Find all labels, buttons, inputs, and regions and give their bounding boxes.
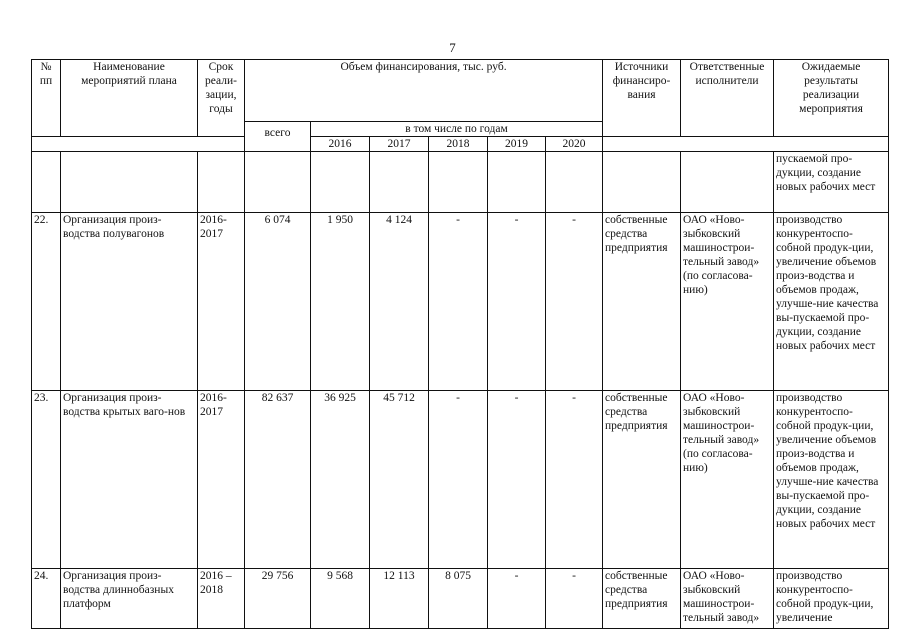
header-row-years bbox=[32, 137, 889, 152]
header-row bbox=[32, 60, 889, 122]
header-sources: Источники финансиро-вания bbox=[603, 60, 681, 137]
responsible-cell: ОАО «Ново-зыбковский машинострои-тельный завод» (по согласова-нию) bbox=[681, 213, 774, 391]
results-cell: производство конкурентоспо-собной продук-ции, увеличение объемов произ-водства и объемов продаж, улучше-ние качества вы-пускаемой про-дукции, создание новых рабочих мест bbox=[774, 391, 889, 569]
header-year-2018: 2018 bbox=[429, 137, 488, 152]
header-year-2017: 2017 bbox=[370, 137, 429, 152]
sources-cell: собственные средства предприятия bbox=[603, 569, 681, 629]
term-cell: 2016 – 2018 bbox=[198, 569, 245, 629]
header-term: Срок реали-зации, годы bbox=[198, 60, 245, 137]
year-cell: - bbox=[546, 213, 603, 391]
page-number: 7 bbox=[449, 40, 456, 55]
year-cell: 9 568 bbox=[311, 569, 370, 629]
activities-table bbox=[31, 59, 889, 629]
row-number: 22. bbox=[32, 213, 61, 391]
year-cell: - bbox=[546, 569, 603, 629]
header-year-2019: 2019 bbox=[488, 137, 546, 152]
term-cell: 2016-2017 bbox=[198, 213, 245, 391]
header-results: Ожидаемые результаты реализации мероприятия bbox=[774, 60, 889, 137]
year-cell: - bbox=[429, 213, 488, 391]
header-total: всего bbox=[245, 122, 311, 152]
header-responsible: Ответственные исполнители bbox=[681, 60, 774, 137]
sources-cell: собственные средства предприятия bbox=[603, 213, 681, 391]
total-cell: 6 074 bbox=[245, 213, 311, 391]
year-cell: - bbox=[429, 391, 488, 569]
year-cell: 8 075 bbox=[429, 569, 488, 629]
year-cell: - bbox=[546, 391, 603, 569]
table-row bbox=[32, 213, 889, 391]
table-row bbox=[32, 391, 889, 569]
year-cell: 36 925 bbox=[311, 391, 370, 569]
sources-cell: собственные средства предприятия bbox=[603, 391, 681, 569]
header-by-years: в том числе по годам bbox=[311, 122, 603, 137]
year-cell: - bbox=[488, 391, 546, 569]
header-year-2020: 2020 bbox=[546, 137, 603, 152]
activity-name: Организация произ-водства крытых ваго-нов bbox=[61, 391, 198, 569]
year-cell: 1 950 bbox=[311, 213, 370, 391]
row-number: 23. bbox=[32, 391, 61, 569]
header-funding: Объем финансирования, тыс. руб. bbox=[245, 60, 603, 122]
year-cell: - bbox=[488, 213, 546, 391]
table-row bbox=[32, 569, 889, 629]
year-cell: - bbox=[488, 569, 546, 629]
results-cell: пускаемой про-дукции, создание новых рабочих мест bbox=[774, 152, 889, 213]
term-cell: 2016-2017 bbox=[198, 391, 245, 569]
header-year-2016: 2016 bbox=[311, 137, 370, 152]
results-cell: производство конкурентоспо-собной продук-ции, увеличение bbox=[774, 569, 889, 629]
total-cell: 82 637 bbox=[245, 391, 311, 569]
row-number: 24. bbox=[32, 569, 61, 629]
year-cell: 4 124 bbox=[370, 213, 429, 391]
table-row-continuation bbox=[32, 152, 889, 213]
activity-name: Организация произ-водства полувагонов bbox=[61, 213, 198, 391]
total-cell: 29 756 bbox=[245, 569, 311, 629]
responsible-cell: ОАО «Ново-зыбковский машинострои-тельный завод» bbox=[681, 569, 774, 629]
header-no: № пп bbox=[32, 60, 61, 137]
header-name: Наименование мероприятий плана bbox=[61, 60, 198, 137]
year-cell: 12 113 bbox=[370, 569, 429, 629]
activity-name: Организация произ-водства длиннобазных платформ bbox=[61, 569, 198, 629]
responsible-cell: ОАО «Ново-зыбковский машинострои-тельный завод» (по согласова-нию) bbox=[681, 391, 774, 569]
year-cell: 45 712 bbox=[370, 391, 429, 569]
results-cell: производство конкурентоспо-собной продук-ции, увеличение объемов произ-водства и объемов продаж, улучше-ние качества вы-пускаемой про-дукции, создание новых рабочих мест bbox=[774, 213, 889, 391]
